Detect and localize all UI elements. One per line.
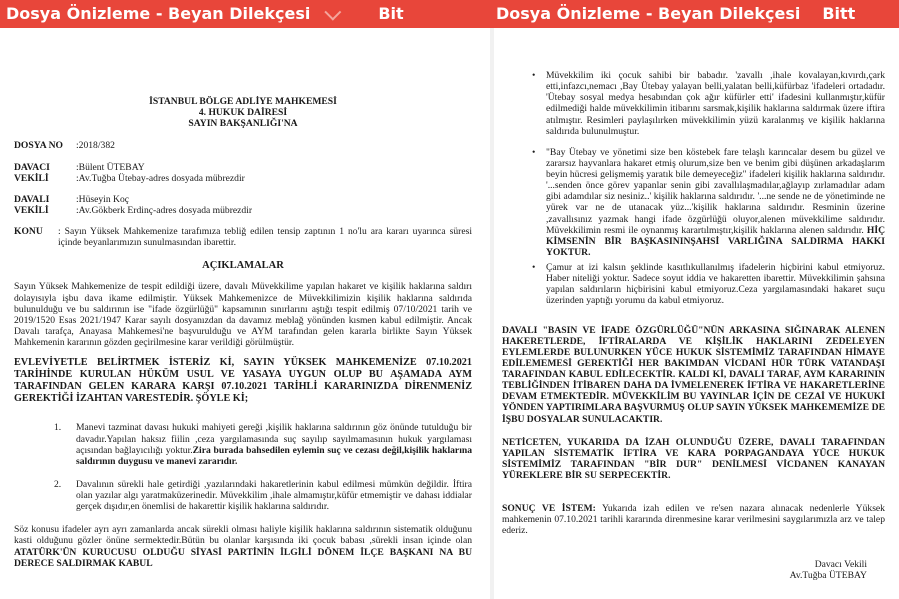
- paragraph-neticeten: NETİCETEN, YUKARIDA DA İZAH OLUNDUĞU ÜZERE, DAVALI TARAFINDAN YAPILAN SİSTEMATİK İFTİRA VE KARA PORPAGANDAYA YÜCE HUKUK SİSTEMİMİZ TARAFINDAN "BİR DUR" DENİLMESİ VİCDANEN KANAYAN YÜREKLERE BİR SU SERPECEKTİR.: [502, 436, 885, 481]
- davaci-label: DAVACI: [14, 161, 50, 173]
- davali-value: :Hüseyin Koç: [76, 193, 130, 205]
- paragraph-evleviyetle: EVLEVİYETLE BELİRTMEK İSTERİZ Kİ, SAYIN YÜKSEK MAHKEMENİZE 07.10.2021 TARİHİNDE KURULAN HÜKÜM USUL VE YASAYA UYGUN OLUP BU AŞAMADA AYM TARAFINDAN GELEN KARARA KARŞI 07.10.2021 TARİHLİ KARARINIZDA DİRENMENİZ GEREKTİĞİ İZAHTAN VARESTEDİR. ŞÖYLE Kİ;: [14, 357, 472, 404]
- paragraph-davali-caps: DAVALI "BASIN VE İFADE ÖZGÜRLÜĞÜ"NÜN ARKASINA SIĞINARAK ALENEN HAKERETLERDE, İFTİRALARDA VE KİŞİLİK HAKLARINI ZEDELEYEN EYLEMLERDE BULUNURKEN YÜCE HUKUK SİSTEMİMİZ TARAFINDAN HİMAYE EDİLEMEMESİ GEREKTİĞİ HER BAKIMDAN VİCDANİ HÜR TÜRK VATANDAŞI TARAFINDAN KABUL EDİLECEKTİR. KALDI Kİ, DAVALI TARAF, AYM KARARININ TEBLİĞİNDEN İTİBAREN DAHA DA İVMELENEREK İFTİRA VE HAKARETLERİNE DEVAM ETMEKTEDİR. MÜVEKKİLİM BU YAYINLAR İÇİN DE CEZAİ VE HUKUKİ YÖNDEN YAPTIRIMLARA BAŞVURMUŞ OLUP SAYIN YÜKSEK MAHKEMEMİZE DE İŞBU DOSYALAR SUNULACAKTIR.: [502, 324, 885, 425]
- davali-label: DAVALI: [14, 193, 50, 205]
- paragraph-closing-bold: ATATÜRK'ÜN KURUCUSU OLDUĞU SİYASİ PARTİNİN İLGİLİ DÖNEM İLÇE BAŞKANI NA BU DERECE SALDIRMAK KABUL: [14, 546, 472, 569]
- bullet-item-1: [502, 70, 885, 137]
- davaci-value: :Bülent ÜTEBAY: [76, 161, 145, 173]
- konu-label: KONU: [14, 226, 43, 237]
- list-item-1-number: 1.: [54, 422, 62, 434]
- file-number-value: :2018/382: [76, 140, 115, 152]
- bullet-item-2: [502, 147, 885, 258]
- paragraph-intro: Sayın Yüksek Mahkemenize de tespit edildiği üzere, davalı Müvekkilime yapılan hakaret ve kişilik haklarına saldırı dolayısıyla işbu dava ikame edilmiştir. Yüksek Mahkemenizce de Müvekkilimizin kişilik haklarına saldırıda bulunulduğu ve bu saldırının ise "ifade özgürlüğü" kapsamının sınırlarını aştığı tespit edilmiş 07/10/2021 tarih ve 2019/1520 Esas 2021/1947 Karar sayılı dosyanızdan da davamız meblağ yönünden kısmen kabul edilmiştir. Ancak Davalı tarafça, Anayasa Mahkemesi'ne başvurulduğu ve AYM tarafından gelen kararla birlikte Sayın Yüksek Mahkemenin kararının gözden geçirilmesine karar verildiği görülmüştür.: [14, 281, 472, 349]
- davali-row: [14, 194, 472, 205]
- court-line-1: İSTANBUL BÖLGE ADLİYE MAHKEMESİ: [149, 96, 337, 107]
- title-left-cut: Bit: [378, 4, 404, 23]
- title-right-cut: Bitt: [822, 4, 856, 23]
- list-item-2-number: 2.: [54, 478, 62, 490]
- list-item-1-bold: Zira burada bahsedilen eylemin suç ve cezası değil,kişilik haklarına saldırının duygusu ve manevi zararıdır.: [76, 444, 472, 467]
- davaci-vekili-value: :Av.Tuğba Ütebay-adres dosyada mübrezdir: [76, 172, 245, 184]
- bullet-item-3-text: Çamur at izi kalsın şeklinde kasıtlıkullanılmış ifadelerin hiçbirini kabul etmiyoruz. Haber niteliği yoktur. Sadece soyut iddia ve hakaretten ibarettir. Müvekkilimin şahsına yapılan saldırıların hiçbirisini kabul etmiyoruz.Ceza yargılamasındaki hakaret suçu üzerinden yaptığı yorumu da kabul etmiyoruz.: [546, 262, 885, 307]
- konu-text: : Sayın Yüksek Mahkemenize tarafımıza tebliğ edilen tensip zaptının 1 no'lu ara kararı uyarınca süresi içinde beyanlarımızın sunulmasından ibarettir.: [58, 226, 472, 249]
- signature-role: Davacı Vekili: [814, 558, 867, 570]
- bullet-item-2-bold: HİÇ KİMSENİN BİR BAŞKASININŞAHSİ VARLIĞINA SALDIRMA HAKKI YOKTUR.: [546, 224, 885, 258]
- list-item-1: [14, 422, 472, 467]
- bullet-item-3: [502, 262, 885, 307]
- title-bar-right: [494, 0, 899, 28]
- paragraph-closing: Söz konusu ifadeler ayrı ayrı zamanlarda ancak sürekli olması haliyle kişilik haklarına saldırının sistematik olduğunu kasti olduğunu gözler önüne sermektedir.Bütün bu olanlar karşısında iki çocuk babası ,sürekli insan içinde olan: [14, 524, 472, 547]
- document-page-right: [494, 28, 899, 599]
- davali-vekili-row: [14, 205, 472, 216]
- bullet-dot-3: •: [532, 262, 536, 273]
- list-item-2: [14, 479, 472, 512]
- davaci-vekili-row: [14, 173, 472, 184]
- list-item-1-text: Manevi tazminat davası hukuki mahiyeti gereği ,kişilik haklarına saldırının göz önünde tutulduğu bir davadır.Yapılan haksız fiilin ,ceza yargılamasında suç sayılıp sayılmamasının hukuk yargılaması açısından bağlayıcılığı yoktur.: [76, 422, 472, 456]
- list-item-2-text: Davalının sürekli hale getirdiği ,yazılarındaki hakaretlerinin kabul edilmesi mümkün değildir. İftira olan yazılar algı yaratmaküzerinedir. Müvekkilim ,ihale almamıştır,küfür etmemiştir ve dahası iddialar gerçek dışıdır,en önemlisi de hakarettir kişilik haklarına saldırıdır.: [76, 478, 472, 513]
- sonuc-label: SONUÇ VE İSTEM:: [502, 503, 596, 515]
- title-left: Dosya Önizleme - Beyan Dilekçesi: [6, 4, 311, 23]
- court-line-2: 4. HUKUK DAİRESİ: [198, 107, 288, 119]
- bullet-item-1-text: Müvekkilim iki çocuk sahibi bir babadır. 'zavallı ,ihale kovalayan,kıvırdı,çark etti,infazcı,nemacı ,Bay Ütebay yalayan belli,yalatan belli,küfürbaz 'ifadeleri ortadadır. 'Ütebay sosyal medya hesabından çok ağır küfürler etti' ifadesini kullanmıştır,küfür edilmediği halde müvekkilimin itibarını sarsmak,kişilik haklarına saldırmak üzere iftira atılmıştır. Resimleri paylaşılırken müvekkilimin yüzü karalanmış ve kişilik haklarına saldırıda bulunulmuştur.: [546, 70, 885, 137]
- sonuc-text: Yukarıda izah edilen ve re'sen nazara alınacak nedenlerle Yüksek mahkemenin 07.10.2021 tarihli kararında direnmesine karar verilmesini saygılarımızla arz ve talep ederiz.: [502, 503, 885, 537]
- section-heading-aciklamalar: AÇIKLAMALAR: [202, 260, 284, 272]
- davaci-vekili-label: VEKİLİ: [14, 172, 49, 184]
- file-number-label: DOSYA NO: [14, 140, 63, 152]
- court-line-3: SAYIN BAKŞANLIĞI'NA: [188, 118, 298, 130]
- davali-vekili-label: VEKİLİ: [14, 204, 49, 216]
- bullet-dot-1: •: [532, 70, 536, 81]
- konu-row: [14, 226, 472, 248]
- title-right: Dosya Önizleme - Beyan Dilekçesi: [496, 4, 801, 23]
- document-page-left: [0, 28, 490, 599]
- bullet-dot-2: •: [532, 146, 536, 158]
- davaci-row: [14, 162, 472, 173]
- davali-vekili-value: :Av.Gökberk Erdinç-adres dosyada mübrezdir: [76, 204, 253, 216]
- chevron-down-icon[interactable]: [325, 3, 342, 20]
- bullet-item-2-text: "Bay Ütebay ve yönetimi size ben köstebek fare telaşlı karıncalar desem bu güzel ve zararsız hayvanlara hakaret etmiş olurum,size ben ve benim gibi düşünen arkadaşlarım beyin hücresi gelişmemiş yaratık bile demeyeceğiz" ifadeleri kişilik haklarına saldırıdır. '...senden önce görev yapanlar senin gibi zavallılaşmadılar,ağlayıp zırlamadılar adam gibi adamdılar siz nesiniz..' kişilik haklarına saldırıdır. '...ne sende ne de yönetiminde ne yürek var ne de utanacak yüz...'kişilik haklarına saldırıdır. Resminin üzerine ,zavallısınız yazmak hangi ifade özgürlüğü oluyor,alenen müvekkilime saldırıdır. Müvekkilimin resmi ile oynanmış karartılmıştır,kişilik haklarına alenen saldırıdır.: [546, 146, 885, 236]
- file-number-row: [14, 140, 472, 151]
- title-bar-left: [0, 0, 494, 28]
- signature-name: Av.Tuğba ÜTEBAY: [789, 569, 867, 581]
